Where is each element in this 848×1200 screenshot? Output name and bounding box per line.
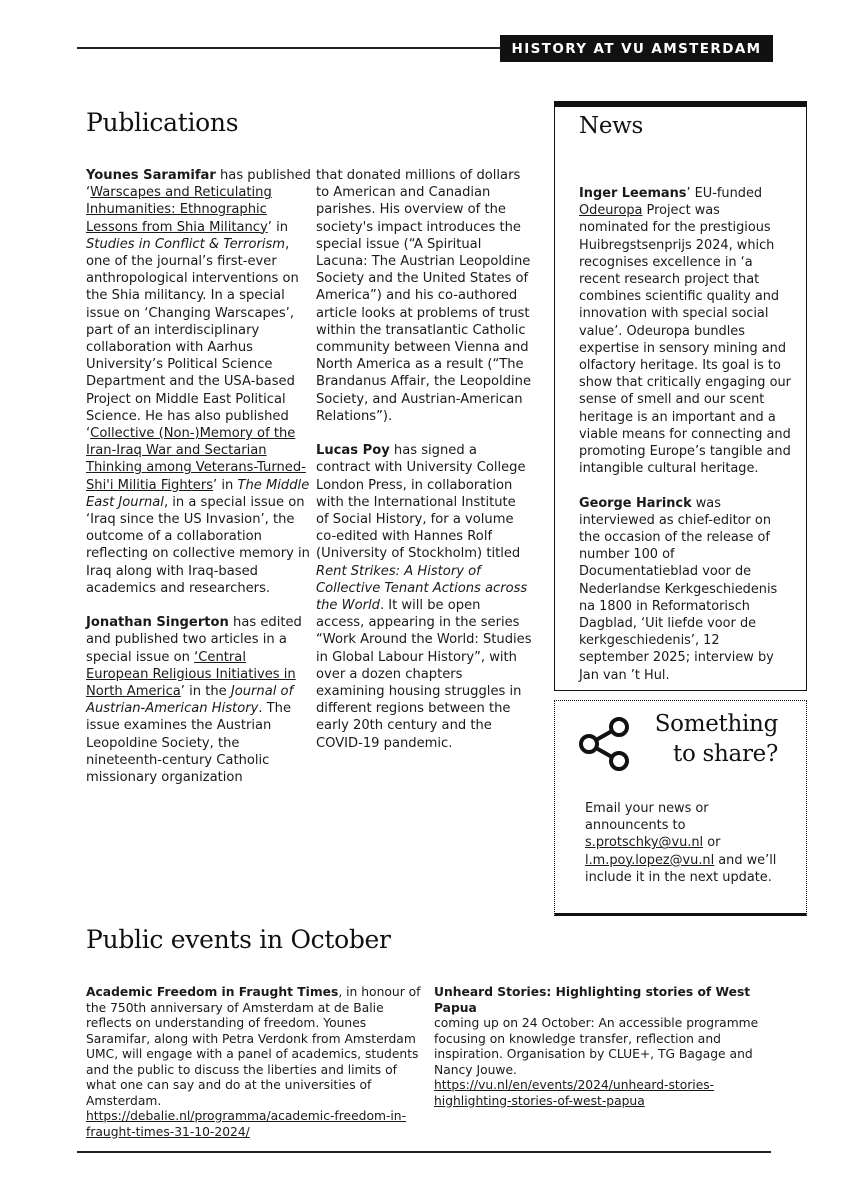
event-academic-freedom: Academic Freedom in Fraught Times, in honour of the 750th anniversary of Amsterdam at de Balie reflects on understanding of freedom. Younes Saramifar, along with Petra Verdonk from Amsterdam UMC, will engage with a panel of academics, students and the public to discuss the liberties and limits of what one can say and do at the universities of Amsterdam. https://debalie.nl/programma/academic-freedom-in-fraught-times-31-10-2024/ [86,985,421,1139]
person-name: George Harinck [579,495,692,511]
share-box [554,700,807,916]
top-divider [77,47,507,49]
email-link[interactable]: l.m.poy.lopez@vu.nl [585,852,715,868]
share-text: Email your news or announcents to s.protschky@vu.nl or l.m.poy.lopez@vu.nl and we’ll include it in the next update. [585,801,777,885]
journal-title: The Middle East Journal [86,477,310,510]
article-link[interactable]: Warscapes and Reticulating Inhumanities: Ethnographic Lessons from Shia Militancy [86,185,272,235]
events-heading: Public events in October [86,925,391,954]
odeuropa-link[interactable]: Odeuropa [579,203,643,219]
news-item-leemans: Inger Leemans’ EU-funded Odeuropa Project was nominated for the prestigious Huibregstsenprijs 2024, which recognises excellence in ‘a recent research project that combines scientific quality and innovation with special social value’. Odeuropa bundles expertise in sensory mining and olfactory heritage. Its goal is to show that critically engaging our sense of smell and our scent heritage is an important and a viable means for connecting and promoting Europe’s tangible and intangible cultural heritage. [579,186,791,477]
special-issue-link[interactable]: ‘Central European Religious Initiatives in North America [86,649,296,700]
event-unheard-stories: Unheard Stories: Highlighting stories of West Papua coming up on 24 October: An accessible programme focusing on knowledge transfer, reflection and inspiration. Organisation by CLUE+, TG Bagage and Nancy Jouwe. https://vu.nl/en/events/2024/unheard-stories-highlighting-stories-of-west-papua [434,985,759,1108]
news-body [579,185,791,701]
news-box [554,101,807,691]
author-name: Lucas Poy [316,443,390,459]
author-name: Jonathan Singerton [86,615,229,631]
email-link[interactable]: s.protschky@vu.nl [585,835,704,851]
book-title: Rent Strikes: A History of Collective Tenant Actions across the World [316,563,528,614]
author-name: Younes Saramifar [86,168,216,183]
publication-poy: Lucas Poy has signed a contract with University College London Press, in collaboration with the International Institute of Social History, for a volume co-edited with Hannes Rolf (University of Stockholm) titled Rent Strikes: A History of Collective Tenant Actions across the World. It will be open access, appearing in the series “Work Around the World: Studies in Global Labour History”, with over a dozen chapters examining housing struggles in different regions between the early 20th century and the COVID-19 pandemic. [316,443,532,751]
share-title: Something to share? [654,711,778,767]
publications-heading: Publications [86,108,239,137]
publication-saramifar: Younes Saramifar has published ‘Warscapes and Reticulating Inhumanities: Ethnographic Lessons from Shia Militancy’ in Studies in Conflict & Terrorism, one of the journal’s first-ever anthropological interventions on the Shia militancy. In a special issue on ‘Changing Warscapes’, part of an interdisciplinary collaboration with Aarhus University’s Political Science Department and the USA-based Project on Middle East Political Science. He has also published ‘Collective (Non-)Memory of the Iran-Iraq War and Sectarian Thinking among Veterans-Turned-Shi'i Militia Fighters’ in The Middle East Journal, in a special issue on ‘Iraq since the US Invasion’, the outcome of a collaboration reflecting on collective memory in Iraq along with Iraq-based academics and researchers. [86,168,311,596]
news-item-harinck: George Harinck was interviewed as chief-editor on the occasion of the release of number 100 of Documentatieblad voor de Nederlandse Kerkgeschiedenis na 1800 in Reformatorisch Dagblad, ‘Uit liefde voor de kerkgeschiedenis’, 12 september 2025; interview by Jan van ’t Hul. [579,495,778,683]
event-link[interactable]: https://vu.nl/en/events/2024/unheard-stories-highlighting-stories-of-west-papua [434,1078,715,1108]
header-badge: HISTORY AT VU AMSTERDAM [500,35,773,62]
publication-singerton-continued: that donated millions of dollars to American and Canadian parishes. His overview of the society's impact introduces the special issue (“A Spiritual Lacuna: The Austrian Leopoldine Society and the United States of America”) and his co-authored article looks at problems of trust within the transatlantic Catholic community between Vienna and North America as a result (“The Brandanus Affair, the Leopoldine Society, and Austrian-American Relations”). [316,168,531,424]
journal-title: Journal of Austrian-American History [86,684,294,717]
publications-column-left [86,167,312,803]
event-link[interactable]: https://debalie.nl/programma/academic-freedom-in-fraught-times-31-10-2024/ [86,1109,407,1139]
event-title: Unheard Stories: Highlighting stories of West Papua [434,985,751,1015]
event-title: Academic Freedom in Fraught Times [86,985,339,999]
news-heading: News [579,113,644,139]
bottom-divider [77,1151,771,1153]
publications-column-right [316,167,532,769]
journal-title: Studies in Conflict & Terrorism [86,236,286,252]
article-link[interactable]: Collective (Non-)Memory of the Iran-Iraq War and Sectarian Thinking among Veterans-Turned-Shi'i Militia Fighters [86,426,306,493]
person-name: Inger Leemans [579,186,687,201]
share-icon [575,715,633,773]
publication-singerton: Jonathan Singerton has edited and published two articles in a special issue on ‘Central European Religious Initiatives in North America’ in the Journal of Austrian-American History. The issue examines the Austrian Leopoldine Society, the nineteenth-century Catholic missionary organization [86,615,302,786]
